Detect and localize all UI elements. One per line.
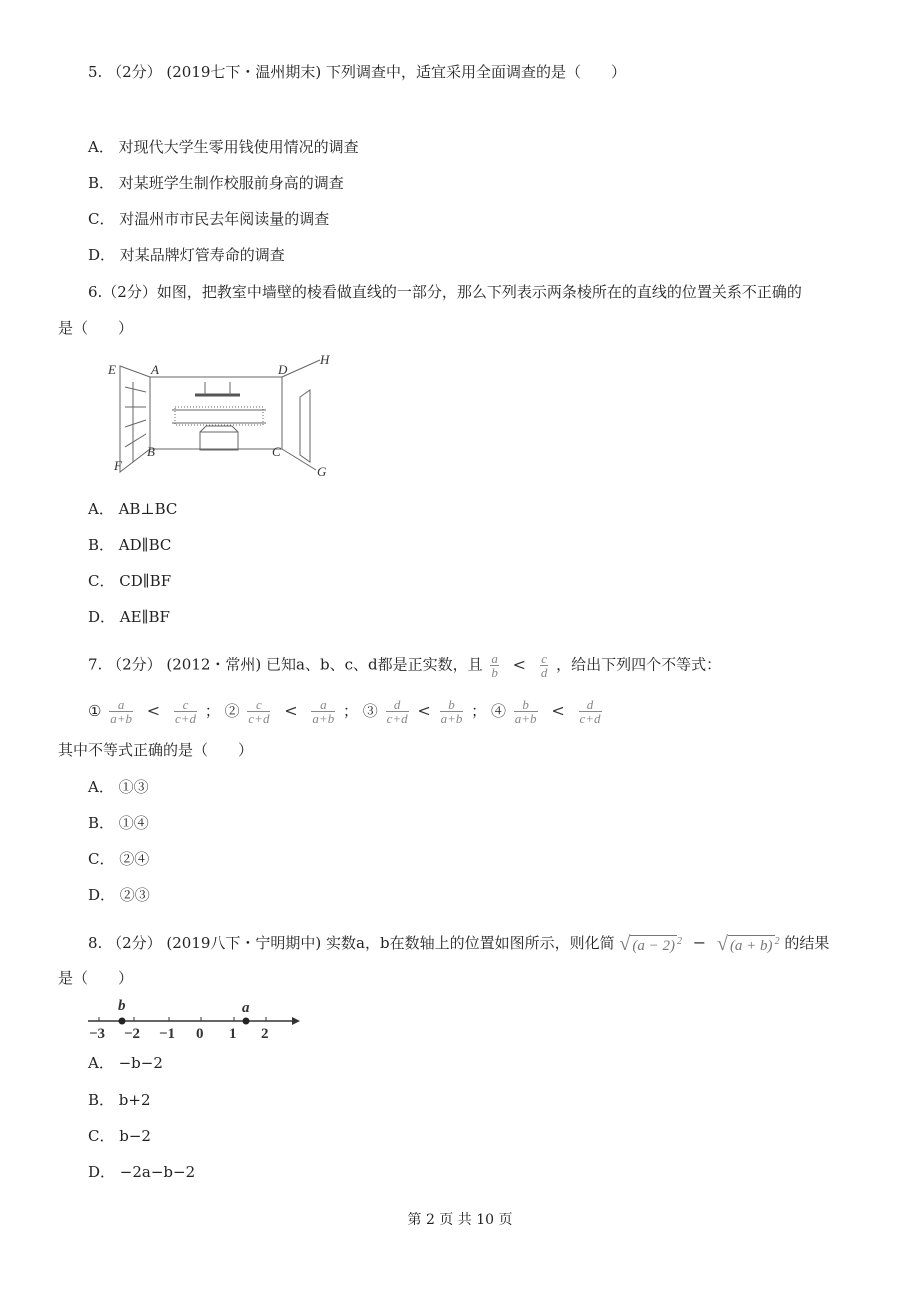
tick-neg1: −1 (159, 1026, 176, 1040)
ineq-1: ① $\frac{a}{a+b}$ < $\frac{c}{c+d}$ ； (88, 697, 220, 726)
tick-2: 2 (261, 1026, 269, 1040)
given-frac-right: $\frac{c}{d}$ (540, 651, 548, 680)
q8-stem-suffix: 的结果 (784, 934, 830, 952)
tick-0: 0 (196, 1026, 204, 1040)
label-g: G (317, 464, 327, 479)
q7-option-a: A． ①③ (88, 778, 149, 796)
door (300, 390, 310, 462)
q7-inequalities (88, 698, 605, 725)
q8-minus: − (692, 933, 707, 952)
q5-option-c: C． 对温州市市民去年阅读量的调查 (88, 210, 330, 228)
axis-arrow (292, 1017, 300, 1025)
q5-option-b: B． 对某班学生制作校服前身高的调查 (88, 174, 344, 192)
sqrt-term-1: √ (a − 2) $^2$ (619, 933, 682, 955)
q6-option-a: A． AB⊥BC (88, 500, 178, 518)
q6-option-c: C． CD∥BF (88, 572, 172, 590)
q6-stem-line1: 6.（2分）如图，把教室中墙壁的棱看做直线的一部分，那么下列表示两条棱所在的直线的位置关系不正确的 (88, 283, 802, 301)
q8-option-d: D． −2a−b−2 (88, 1163, 196, 1181)
ineq-2: ② $\frac{c}{c+d}$ < $\frac{a}{a+b}$ ； (224, 697, 358, 726)
given-op: < (512, 654, 527, 674)
ineq-3: ③ $\frac{d}{c+d}$ < $\frac{b}{a+b}$ ； (362, 697, 487, 726)
given-frac-left: $\frac{a}{b}$ (491, 651, 498, 680)
q8-option-a: A． −b−2 (88, 1054, 163, 1072)
desk (200, 432, 238, 450)
point-b (119, 1018, 126, 1025)
label-a: A (151, 362, 159, 377)
classroom-figure (100, 352, 345, 484)
q6-stem-line2: 是（ ） (58, 319, 134, 337)
label-d: D (278, 362, 288, 377)
label-point-a: a (242, 1000, 250, 1016)
tick-neg2: −2 (124, 1026, 141, 1040)
q7-option-c: C． ②④ (88, 850, 150, 868)
left-wall (120, 366, 150, 472)
label-f: F (114, 458, 122, 473)
front-wall (150, 377, 282, 449)
q7-stem (88, 652, 721, 679)
page-footer: 第 2 页 共 10 页 (407, 1212, 513, 1228)
q8-stem-prefix: 8. （2分） (2019八下・宁明期中) 实数a，b在数轴上的位置如图所示，则化简 (88, 934, 615, 952)
q7-stem-suffix: ，给出下列四个不等式： (556, 655, 722, 674)
q7-conclusion: 其中不等式正确的是（ ） (58, 741, 254, 759)
label-b: B (147, 444, 155, 459)
q5-option-a: A． 对现代大学生零用钱使用情况的调查 (88, 138, 359, 156)
q5-option-d: D． 对某品牌灯管寿命的调查 (88, 246, 285, 264)
q7-option-b: B． ①④ (88, 814, 149, 832)
q6-option-b: B． AD∥BC (88, 536, 172, 554)
tick-neg3: −3 (89, 1026, 106, 1040)
q7-stem-prefix: 7. （2分） (2012・常州) 已知a、b、c、d都是正实数，且 (88, 655, 483, 674)
q8-stem-line2: 是（ ） (58, 969, 134, 987)
number-line (86, 994, 306, 1040)
q8-stem (88, 932, 829, 956)
label-c: C (272, 444, 281, 459)
label-h: H (320, 352, 330, 367)
q8-option-c: C． b−2 (88, 1127, 151, 1145)
edge-cg (282, 449, 316, 470)
label-e: E (108, 362, 116, 377)
label-point-b: b (118, 998, 126, 1014)
edge-dh (282, 360, 320, 377)
q8-option-b: B． b+2 (88, 1091, 151, 1109)
point-a (243, 1018, 250, 1025)
ineq-4: ④ $\frac{b}{a+b}$ < $\frac{d}{c+d}$ (490, 697, 601, 726)
q7-option-d: D． ②③ (88, 886, 150, 904)
q6-option-d: D． AE∥BF (88, 608, 170, 626)
q5-stem: 5. （2分） (2019七下・温州期末) 下列调查中，适宜采用全面调查的是（ ） (88, 63, 627, 81)
tick-1: 1 (229, 1026, 237, 1040)
sqrt-term-2: √ (a + b) $^2$ (716, 933, 780, 955)
